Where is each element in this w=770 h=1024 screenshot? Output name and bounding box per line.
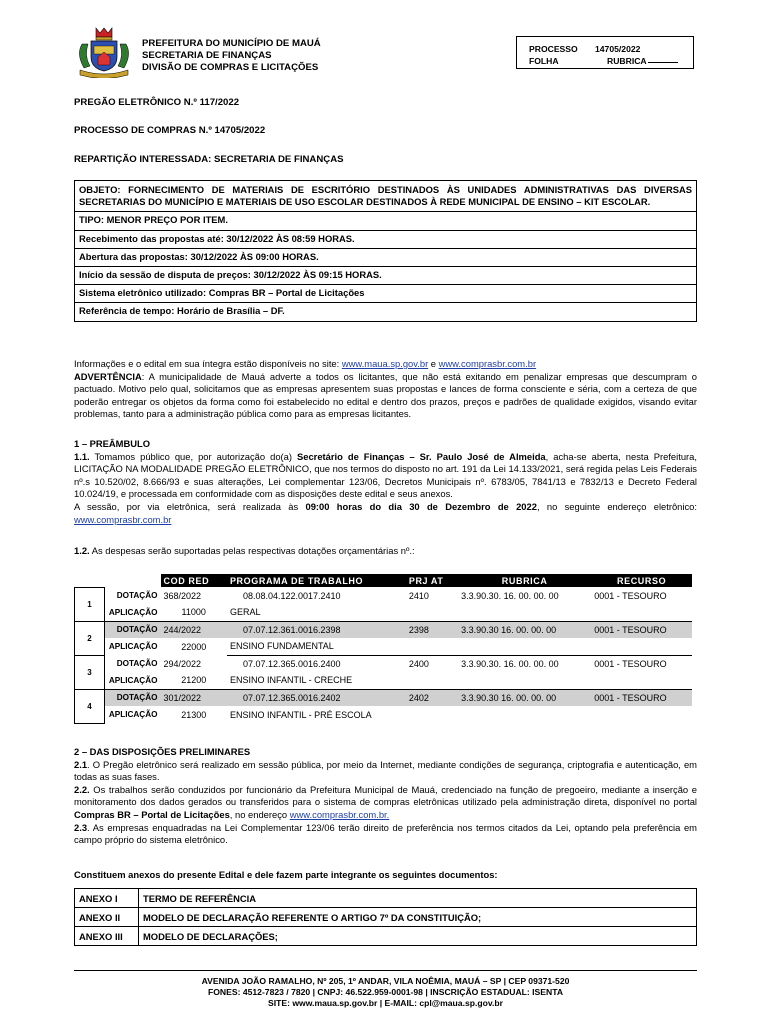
- header-institution: [142, 38, 321, 74]
- advertencia-text: : A municipalidade de Mauá adverte a todos os licitantes, que não está exitando em penalizar empresas que descumpram o pactuado. Motivo pelo qual, solicitamos que as empresas apresentem suas propostas e lances de forma consciente e séria, com a certeza de que poderão entregar os objetos da forma como foi estabelecido no edital e dentro dos prazos, preços e padrões de qualidade exigidos, visando evitar problemas, tanto para a administração pública como para as empresas licitantes.: [74, 370, 697, 420]
- d2-text-a: Os trabalhos serão conduzidos por funcionário da Prefeitura Municipal de Mauá, credenciado na função de pregoeiro, mediante a inserção e monitoramento dos dados gerados ou transferidos para o sistema de compras eletrônicas utilizado pela administração direta, disponível no portal: [74, 783, 697, 808]
- comprasbr-portal-link[interactable]: www.comprasbr.com.br.: [289, 808, 390, 820]
- anexo-value: MODELO DE DECLARAÇÃO REFERENTE O ARTIGO 7º DA CONSTITUIÇÃO;: [139, 908, 697, 927]
- reparticao: REPARTIÇÃO INTERESSADA: SECRETARIA DE FINANÇAS: [74, 154, 344, 165]
- programa: 07.07.12.365.0016.2402: [227, 689, 406, 706]
- d2-number: 2.2.: [74, 783, 90, 795]
- recurso: 0001 - TESOURO: [594, 658, 667, 669]
- d2-text-c: , no endereço: [229, 808, 290, 820]
- prj-at: 2398: [406, 621, 458, 638]
- comprasbr-session-link[interactable]: www.comprasbr.com.br: [74, 513, 172, 525]
- aplicacao-desc: ENSINO INFANTIL - PRÉ ESCOLA: [229, 709, 372, 720]
- d2-text-b: Compras BR – Portal de Licitações: [74, 808, 230, 820]
- aplicacao-row: [75, 672, 693, 689]
- item-number: 1: [75, 587, 105, 621]
- disposicoes-paragraph-3: [74, 822, 697, 847]
- p2-text-a: A sessão, por via eletrônica, será realizada às: [74, 500, 306, 512]
- advertencia-label: ADVERTÊNCIA: [74, 370, 142, 382]
- aplicacao-label: APLICAÇÃO: [105, 672, 161, 689]
- footer-site-email: SITE: www.maua.sp.gov.br | E-MAIL: cpl@maua.sp.gov.br: [267, 998, 504, 1008]
- objeto-text: OBJETO: FORNECIMENTO DE MATERIAIS DE ESCRITÓRIO DESTINADOS ÀS UNIDADES ADMINISTRATIVAS DAS DIVERSAS SECRETARIAS DO MUNICÍPIO E MATERIAIS DE USO ESCOLAR DESTINADOS À REDE MUNICIPAL DE ENSINO – KIT ESCOLAR.: [75, 181, 696, 212]
- anexo-key: ANEXO III: [75, 927, 139, 946]
- municipal-crest-icon: [74, 26, 134, 78]
- item-number: 2: [75, 621, 105, 655]
- anexos-table: [74, 888, 697, 946]
- aplicacao-label: APLICAÇÃO: [108, 710, 158, 719]
- header-line-1: PREFEITURA DO MUNICÍPIO DE MAUÁ: [142, 38, 321, 49]
- comprasbr-link[interactable]: www.comprasbr.com.br: [438, 358, 537, 369]
- aplicacao-label: APLICAÇÃO: [105, 604, 161, 621]
- info-and: e: [428, 358, 439, 369]
- d1-number: 2.1: [74, 758, 88, 770]
- dotacao-label: DOTAÇÃO: [105, 621, 161, 638]
- dotacao-row: [75, 587, 693, 604]
- anexo-row: [75, 889, 697, 908]
- anexo-key: ANEXO I: [75, 889, 139, 908]
- disposicoes-paragraph-2: [74, 784, 697, 822]
- recebimento-text: Recebimento das propostas até: 30/12/2022 ÀS 08:59 HORAS.: [75, 231, 696, 249]
- dotacao-row: [75, 689, 693, 706]
- item-number: 4: [75, 689, 105, 723]
- disposicoes-paragraph-1: [74, 759, 697, 784]
- p1-number: 1.1.: [74, 450, 90, 462]
- p2-text-c: , no seguinte endereço eletrônico:: [536, 500, 697, 512]
- prj-at: 2400: [408, 658, 429, 669]
- header-line-3: DIVISÃO DE COMPRAS E LICITAÇÕES: [142, 62, 319, 73]
- disposicoes-section: [74, 746, 697, 847]
- anexo-value: MODELO DE DECLARAÇÕES;: [139, 927, 697, 946]
- prj-at: 2402: [406, 689, 458, 706]
- footer-divider: [74, 970, 697, 971]
- preambulo-title: 1 – PREÂMBULO: [74, 438, 151, 449]
- processo-label: PROCESSO: [529, 44, 578, 54]
- cod-red: 368/2022: [163, 590, 202, 601]
- p1-text-c: , acha-se aberta, nesta Prefeitura, LICITAÇÃO NA MODALIDADE PREGÃO ELETRÔNICO, que nos termos do disposto no art. 191 da Lei 14.133/2021, será regida pelas Leis Federais nº.s 10.520/02, 8.666/93 e suas alterações, Lei complementar 123/06, Decretos Municipais nº. 6783/05, 7841/13 e 7832/13 e Decreto Federal 10.024/19, e processada em conformidade com as disposições deste edital e seus anexos.: [74, 450, 697, 500]
- footer-address: AVENIDA JOÃO RAMALHO, Nº 205, 1º ANDAR, VILA NOÊMIA, MAUÁ – SP | CEP 09371-520: [201, 976, 570, 986]
- objeto-box: [74, 180, 697, 322]
- header-spacer-2: [105, 574, 161, 587]
- preambulo-paragraph-3: [74, 545, 697, 558]
- inicio-text: Início da sessão de disputa de preços: 30/12/2022 ÀS 09:15 HORAS.: [75, 267, 696, 285]
- info-paragraph: [74, 358, 697, 421]
- sistema-text: Sistema eletrônico utilizado: Compras BR – Portal de Licitações: [75, 285, 696, 303]
- d3-text: . As empresas enquadradas na Lei Complementar 123/06 terão direito de preferência nos termos citados da Lei, optando pela preferência em campo próprio do sistema eletrônico.: [74, 821, 697, 846]
- anexo-value: TERMO DE REFERÊNCIA: [139, 889, 697, 908]
- header-cod-red: COD RED: [161, 574, 227, 587]
- rubrica: 3.3.90.30 16. 00. 00. 00: [458, 689, 591, 706]
- preambulo-section: [74, 438, 697, 526]
- rubrica: 3.3.90.30. 16. 00. 00. 00: [461, 590, 559, 601]
- header-line-2: SECRETARIA DE FINANÇAS: [142, 50, 272, 61]
- p1-text-b: Secretário de Finanças – Sr. Paulo José de Almeida: [297, 450, 546, 462]
- info-text: Informações e o edital em sua íntegra estão disponíveis no site:: [74, 358, 342, 369]
- dotacao-label: DOTAÇÃO: [116, 591, 158, 600]
- aplicacao-desc: GERAL: [227, 604, 692, 621]
- aplicacao-code: 21200: [161, 672, 227, 689]
- processo-compras: PROCESSO DE COMPRAS N.º 14705/2022: [74, 125, 266, 136]
- item-number: 3: [75, 655, 105, 689]
- pregao-title: PREGÃO ELETRÔNICO N.º 117/2022: [74, 97, 240, 108]
- aplicacao-code: 21300: [181, 709, 207, 720]
- p3-number: 1.2.: [74, 545, 90, 556]
- prj-at: 2410: [408, 590, 429, 601]
- dotacoes-header-row: [75, 574, 693, 587]
- header-programa: PROGRAMA DE TRABALHO: [227, 574, 406, 587]
- aplicacao-desc: ENSINO INFANTIL - CRECHE: [227, 672, 692, 689]
- footer: [74, 976, 697, 1009]
- anexo-key: ANEXO II: [75, 908, 139, 927]
- abertura-text: Abertura das propostas: 30/12/2022 ÀS 09:00 HORAS.: [75, 249, 696, 267]
- p2-text-b: 09:00 horas do dia 30 de Dezembro de 2022: [305, 500, 537, 512]
- rubrica-label: RUBRICA: [607, 56, 647, 66]
- p3-text: As despesas serão suportadas pelas respectivas dotações orçamentárias nº.:: [89, 545, 415, 556]
- maua-site-link[interactable]: www.maua.sp.gov.br: [341, 358, 429, 369]
- programa: 07.07.12.361.0016.2398: [227, 621, 406, 638]
- anexos-intro: Constituem anexos do presente Edital e dele fazem parte integrante os seguintes documentos:: [74, 869, 498, 880]
- dotacao-label: DOTAÇÃO: [116, 659, 158, 668]
- aplicacao-code: 11000: [161, 604, 227, 621]
- footer-phones: FONES: 4512-7823 / 7820 | CNPJ: 46.522.959-0001-98 | INSCRIÇÃO ESTADUAL: ISENTA: [207, 987, 564, 997]
- referencia-text: Referência de tempo: Horário de Brasília – DF.: [79, 305, 285, 317]
- dotacoes-table: [74, 574, 692, 724]
- aplicacao-label: APLICAÇÃO: [108, 642, 158, 651]
- dotacao-row: [75, 655, 693, 672]
- dotacao-label: DOTAÇÃO: [105, 689, 161, 706]
- header-rubrica: RUBRICA: [458, 574, 591, 587]
- rubrica: 3.3.90.30. 16. 00. 00. 00: [461, 658, 559, 669]
- aplicacao-code: 22000: [181, 641, 207, 652]
- d3-number: 2.3: [74, 821, 88, 833]
- aplicacao-row: [75, 706, 693, 723]
- processo-value: 14705/2022: [595, 44, 641, 54]
- aplicacao-desc: ENSINO FUNDAMENTAL: [227, 638, 692, 655]
- aplicacao-row: [75, 604, 693, 621]
- header-prj-at: PRJ AT: [406, 574, 458, 587]
- preambulo-paragraph-2: [74, 501, 697, 526]
- programa: 07.07.12.365.0016.2400: [242, 658, 341, 669]
- cod-red: 301/2022: [161, 689, 227, 706]
- aplicacao-row: [75, 638, 693, 655]
- header-recurso: RECURSO: [591, 574, 692, 587]
- d1-text: . O Pregão eletrônico será realizado em sessão pública, por meio da Internet, mediante condições de segurança, criptografia e autenticação, em todas as suas fases.: [74, 758, 697, 783]
- recurso: 0001 - TESOURO: [594, 590, 667, 601]
- recurso: 0001 - TESOURO: [591, 621, 692, 638]
- recurso: 0001 - TESOURO: [591, 689, 692, 706]
- anexo-row: [75, 908, 697, 927]
- tipo-text: TIPO: MENOR PREÇO POR ITEM.: [75, 212, 696, 230]
- folha-label: FOLHA: [529, 56, 559, 66]
- processo-box: [516, 36, 694, 69]
- cod-red: 244/2022: [161, 621, 227, 638]
- preambulo-paragraph-1: [74, 451, 697, 501]
- disposicoes-title: 2 – DAS DISPOSIÇÕES PRELIMINARES: [74, 746, 251, 757]
- rubrica: 3.3.90.30 16. 00. 00. 00: [458, 621, 591, 638]
- rubrica-blank: [648, 55, 678, 63]
- dotacao-row: [75, 621, 693, 638]
- programa: 08.08.04.122.0017.2410: [242, 590, 341, 601]
- header-spacer: [75, 574, 105, 587]
- anexo-row: [75, 927, 697, 946]
- cod-red: 294/2022: [163, 658, 202, 669]
- p1-text-a: Tomamos público que, por autorização do(a): [89, 450, 297, 462]
